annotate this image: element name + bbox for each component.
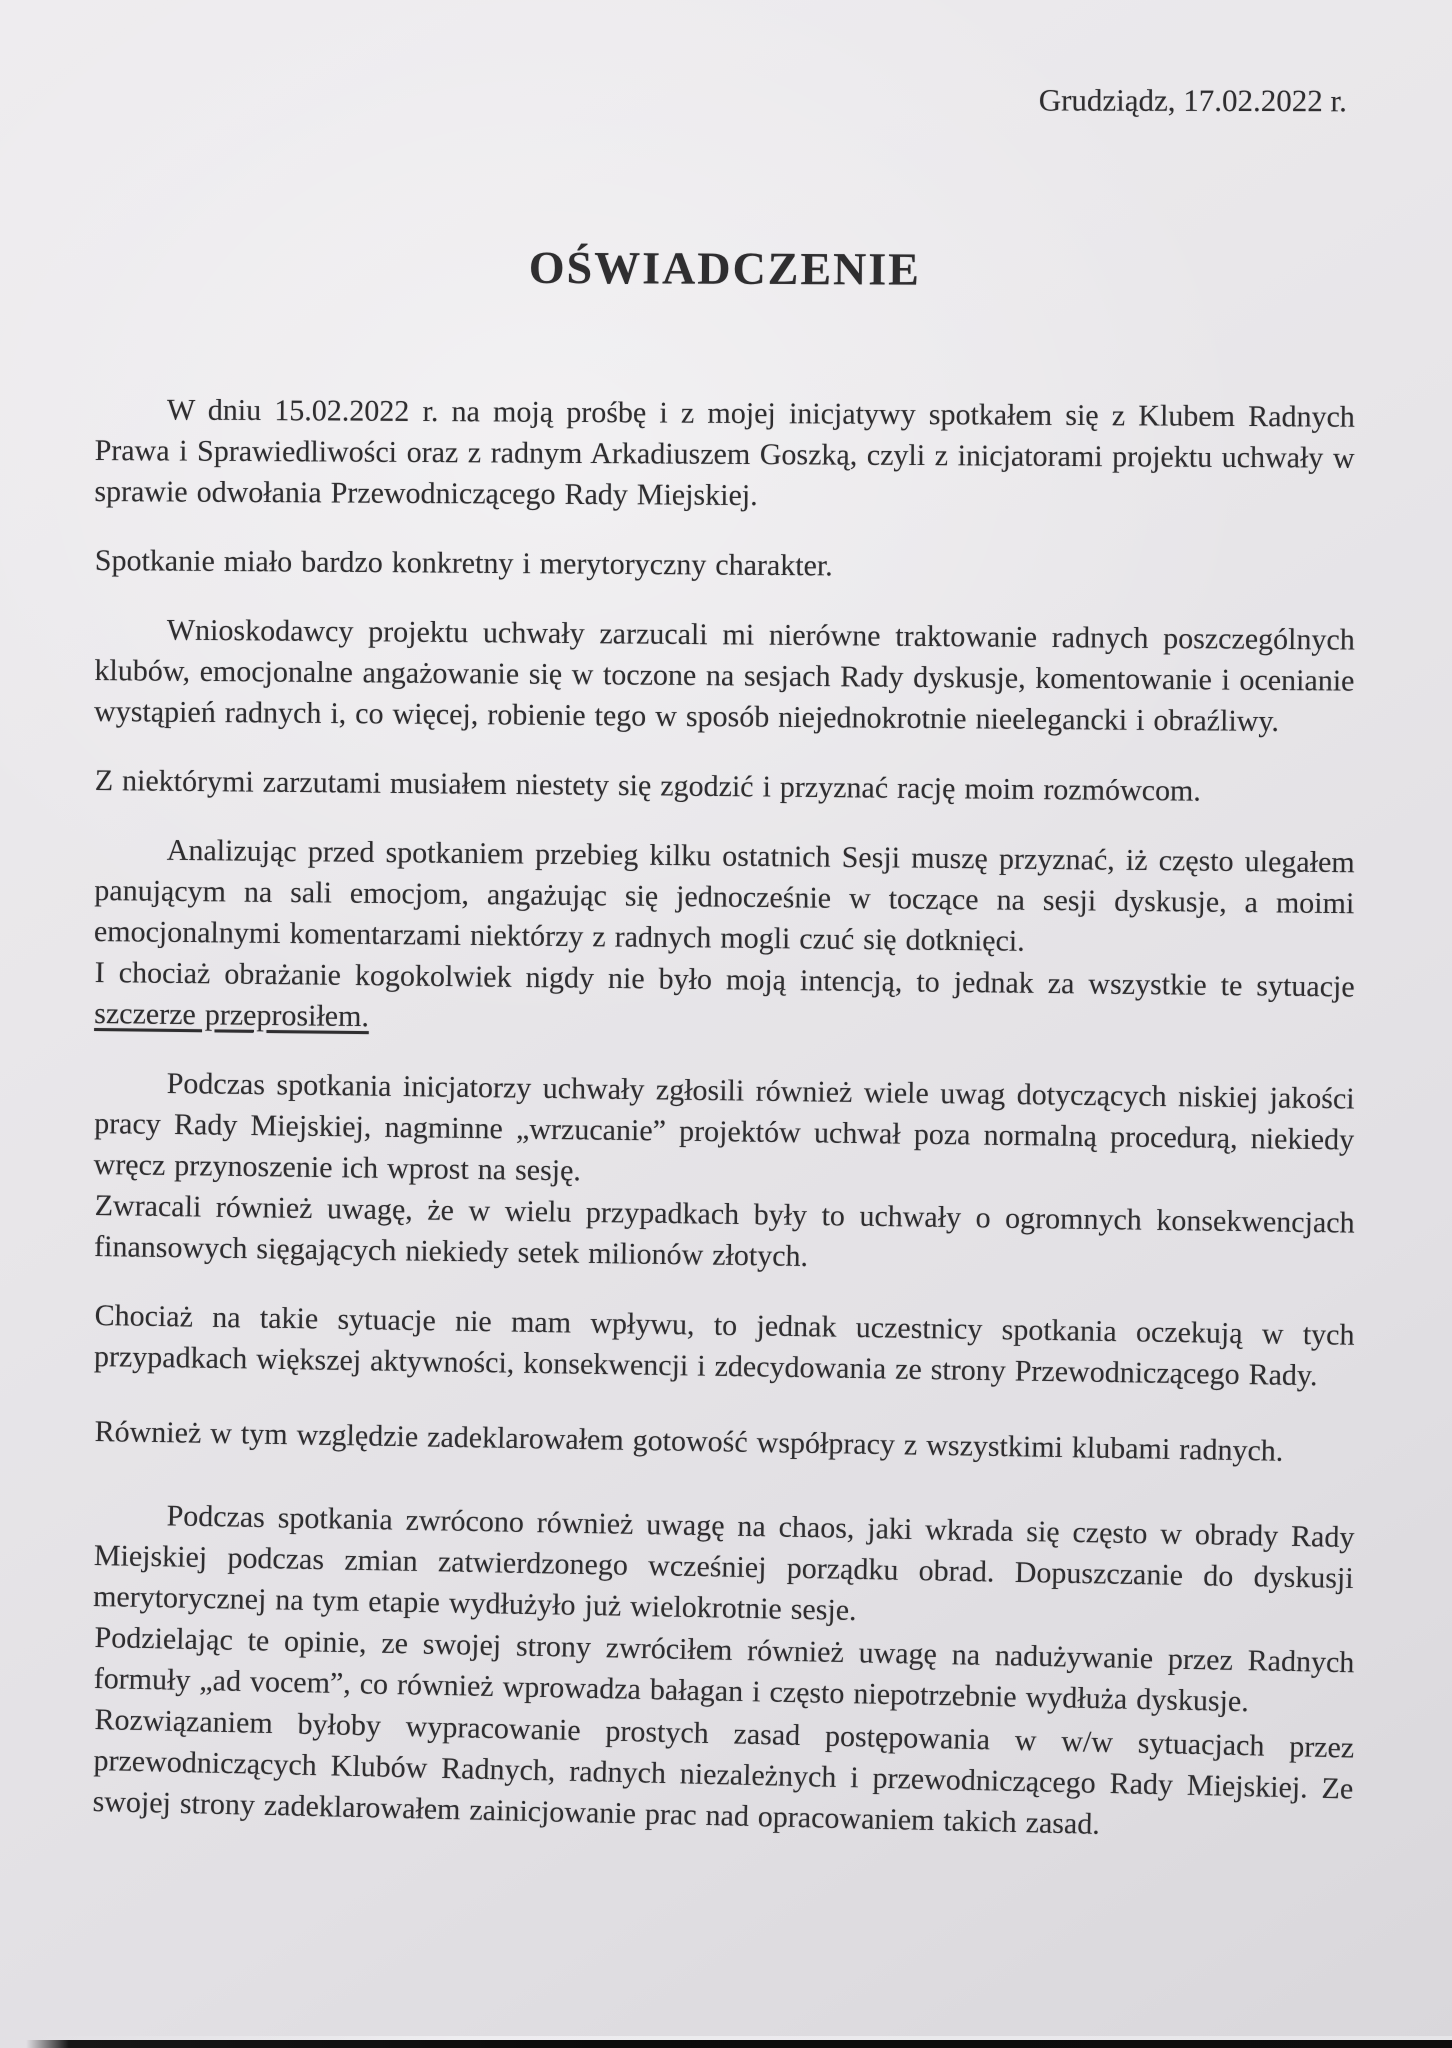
paragraph-solution: Rozwiązaniem byłoby wypracowanie prostych zasad postępowania w w/w sytuacjach przez przewodniczących Klubów Radnych, radnych niezależnych i przewodniczącego Rady Miejskiej. Ze swojej strony zadeklarowałem zainicjowanie prac nad opracowaniem takich zasad. xyxy=(92,1702,1355,1841)
underlined-apology-text: szczerze przeprosiłem. xyxy=(94,996,370,1034)
paragraph-meeting-intro: W dniu 15.02.2022 r. na moją prośbę i z mojej inicjatywy spotkałem się z Klubem Radnych Prawa i Sprawiedliwości oraz z radnym Arkadiuszem Goszką, czyli z inicjatorami projektu uchwały w sprawie odwołania Przewodniczącego Rady Miejskiej. xyxy=(94,393,1355,513)
place-and-date: Grudziądz, 17.02.2022 r. xyxy=(1038,82,1347,119)
paragraph-ad-vocem: Podzielając te opinie, ze swojej strony zwróciłem również uwagę na nadużywanie przez Radnych formuły „ad vocem”, co również wprowadza bałagan i często niepotrzebnie wydłuża dyskusje. xyxy=(93,1620,1355,1719)
document-title: OŚWIADCZENIE xyxy=(528,241,922,295)
paragraph-accusations: Wnioskodawcy projektu uchwały zarzucali mi nierówne traktowanie radnych poszczególnych klubów, emocjonalne angażowanie się w toczone na sesjach Rady dyskusje, komentowanie i ocenianie wystąpień radnych i, co więcej, robienie tego w sposób niejednokrotnie nieelegancki i obraźliwy. xyxy=(94,613,1355,738)
paragraph-self-analysis: Analizując przed spotkaniem przebieg kilku ostatnich Sesji muszę przyznać, iż często ulegałem panującym na sali emocjom, angażując się jednocześnie w toczące na sesji dyskusje, a moimi emocjonalnymi komentarzami niektórzy z radnych mogli czuć się dotknięci. xyxy=(93,833,1355,958)
paragraph-admission: Z niektórymi zarzutami musiałem niestety się zgodzić i przyznać rację moim rozmówcom. xyxy=(94,763,1202,808)
apology-text: I chociaż obrażanie kogokolwiek nigdy nie było moją intencją, to jednak za wszystkie te sytuacje xyxy=(94,955,1355,1004)
paragraph-meeting-character: Spotkanie miało bardzo konkretny i merytoryczny charakter. xyxy=(94,543,833,583)
paragraph-cooperation-declaration: Również w tym względzie zadeklarowałem gotowość współpracy z wszystkimi klubami radnych. xyxy=(94,1414,1284,1468)
photo-bottom-edge xyxy=(26,2040,1452,2048)
paragraph-council-quality: Podczas spotkania inicjatorzy uchwały zgłosili również wiele uwag dotyczących niskiej jakości pracy Rady Miejskiej, nagminne „wrzucanie” projektów uchwał poza normalną procedurą, niekiedy wręcz przynoszenie ich wprost na sesję. xyxy=(93,1066,1355,1188)
paragraph-financial-consequences: Zwracali również uwagę, że w wielu przypadkach były to uchwały o ogromnych konsekwencjach finansowych sięgających niekiedy setek milionów złotych. xyxy=(93,1188,1355,1273)
paragraph-expectations: Chociaż na takie sytuacje nie mam wpływu, to jednak uczestnicy spotkania oczekują w tych przypadkach większej aktywności, konsekwencji i zdecydowania ze strony Przewodniczącego Rady. xyxy=(93,1298,1355,1393)
paragraph-agenda-chaos: Podczas spotkania zwrócono również uwagę na chaos, jaki wkrada się często w obrady Rady Miejskiej podczas zmian zatwierdzonego wcześniej porządku obrad. Dopuszczanie do dyskusji merytorycznej na tym etapie wydłużyło już wielokrotnie sesje. xyxy=(92,1499,1355,1627)
paragraph-apology xyxy=(94,952,1355,1049)
